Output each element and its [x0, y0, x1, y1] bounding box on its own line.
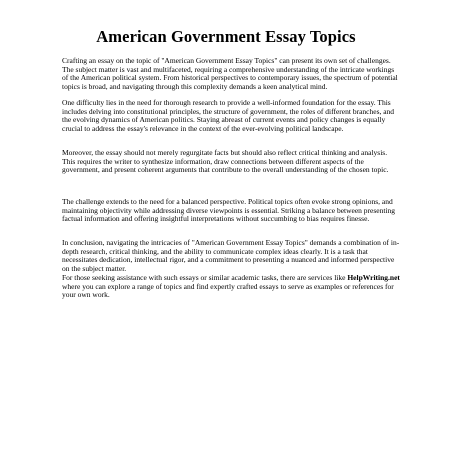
paragraph-balance: The challenge extends to the need for a balanced perspective. Political topics often evoke strong opinions, and maintaining objectivity while addressing diverse viewpoints is essential. Striking a balance between presenting factual information and offering insightful interpretations without succumbing to bias requires finesse. [62, 197, 396, 224]
closing-text-after: where you can explore a range of topics and find expertly crafted essays to serve as examples or references for your own work. [62, 281, 394, 300]
closing-text-before: For those seeking assistance with such essays or similar academic tasks, there are services like [62, 273, 348, 282]
paragraph-conclusion: In conclusion, navigating the intricacies of "American Government Essay Topics" demands a combination of in-depth research, critical thinking, and the ability to communicate complex ideas clearly. It is a task that necessitates dedication, intellectual rigor, and a commitment to presenting a nuanced and informed perspective on the subject matter. [62, 238, 400, 273]
document-title: American Government Essay Topics [96, 27, 356, 46]
paragraph-research: One difficulty lies in the need for thorough research to provide a well-informed foundation for the essay. This includes delving into constitutional principles, the structure of government, the roles of different branches, and the evolving dynamics of American politics. Staying abreast of current events and policy changes is equally crucial to address the essay's relevance in the context of the ever-evolving political landscape. [62, 98, 395, 133]
paragraph-intro: Crafting an essay on the topic of "American Government Essay Topics" can present its own set of challenges. The subject matter is vast and multifaceted, requiring a comprehensive understanding of the intricate workings of the American political system. From historical perspectives to contemporary issues, the spectrum of potential topics is broad, and navigating through this complexity demands a keen analytical mind. [62, 56, 398, 91]
paragraph-critical-thinking: Moreover, the essay should not merely regurgitate facts but should also reflect critical thinking and analysis. This requires the writer to synthesize information, draw connections between different aspects of the government, and present coherent arguments that contribute to the overall understanding of the chosen topic. [62, 148, 389, 175]
paragraph-closing [62, 274, 402, 300]
helpwriting-link[interactable]: HelpWriting.net [347, 273, 400, 282]
